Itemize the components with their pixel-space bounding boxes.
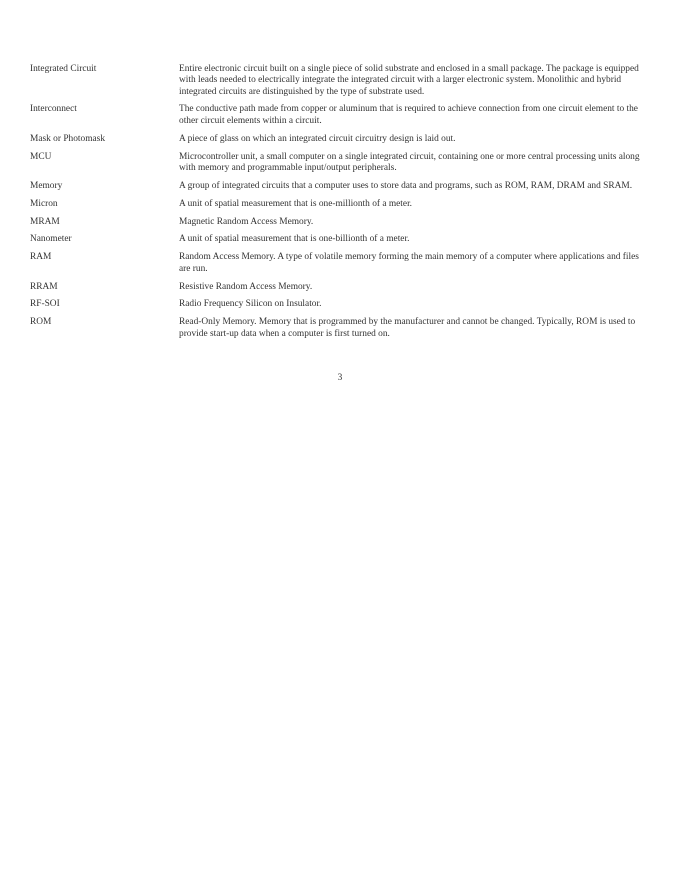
glossary-entry <box>30 234 652 245</box>
glossary-definition: Radio Frequency Silicon on Insulator. <box>179 299 322 310</box>
glossary-term: Nanometer <box>30 234 72 245</box>
glossary-entry <box>30 252 652 275</box>
glossary-term: Micron <box>30 198 58 209</box>
glossary-term: MRAM <box>30 216 60 227</box>
glossary-definition: A unit of spatial measurement that is one-billionth of a meter. <box>179 234 410 245</box>
page-number: 3 <box>337 373 343 383</box>
glossary-definition: The conductive path made from copper or aluminum that is required to achieve connection from one circuit element to the other circuit elements within a circuit. <box>179 104 638 126</box>
glossary-entry <box>30 152 652 175</box>
glossary-definition: Microcontroller unit, a small computer on a single integrated circuit, containing one or more central processing units along with memory and programmable input/output peripherals. <box>179 151 640 173</box>
glossary-definition: A piece of glass on which an integrated circuit circuitry design is laid out. <box>179 133 456 144</box>
glossary-list <box>30 64 652 346</box>
glossary-definition: Read-Only Memory. Memory that is programmed by the manufacturer and cannot be changed. Typically, ROM is used to provide start-up data when a computer is first turned on. <box>179 317 636 339</box>
glossary-term: Memory <box>30 180 63 191</box>
glossary-entry <box>30 317 652 340</box>
glossary-definition: A unit of spatial measurement that is one-millionth of a meter. <box>179 198 413 209</box>
glossary-entry <box>30 217 652 228</box>
glossary-definition: Magnetic Random Access Memory. <box>179 216 314 227</box>
glossary-entry <box>30 134 652 145</box>
glossary-entry <box>30 299 652 310</box>
glossary-term: MCU <box>30 151 52 162</box>
glossary-definition: Random Access Memory. A type of volatile memory forming the main memory of a computer where applications and files are run. <box>179 252 639 274</box>
glossary-definition: A group of integrated circuits that a computer uses to store data and programs, such as ROM, RAM, DRAM and SRAM. <box>179 180 633 191</box>
glossary-term: RRAM <box>30 281 58 292</box>
glossary-term: Integrated Circuit <box>30 64 97 74</box>
glossary-term: RAM <box>30 252 52 263</box>
glossary-term: ROM <box>30 317 52 328</box>
glossary-entry <box>30 104 652 127</box>
glossary-entry <box>30 199 652 210</box>
glossary-entry <box>30 64 652 98</box>
glossary-term: RF-SOI <box>30 299 60 310</box>
glossary-definition: Entire electronic circuit built on a single piece of solid substrate and enclosed in a small package. The package is equipped with leads needed to electrically integrate the integrated circuit with a larger electronic system. Monolithic and hybrid integrated circuits are distinguished by the type of substrate used. <box>179 64 639 97</box>
glossary-term: Mask or Photomask <box>30 133 105 144</box>
glossary-term: Interconnect <box>30 104 77 115</box>
glossary-entry <box>30 181 652 192</box>
glossary-definition: Resistive Random Access Memory. <box>179 281 313 292</box>
glossary-entry <box>30 282 652 293</box>
